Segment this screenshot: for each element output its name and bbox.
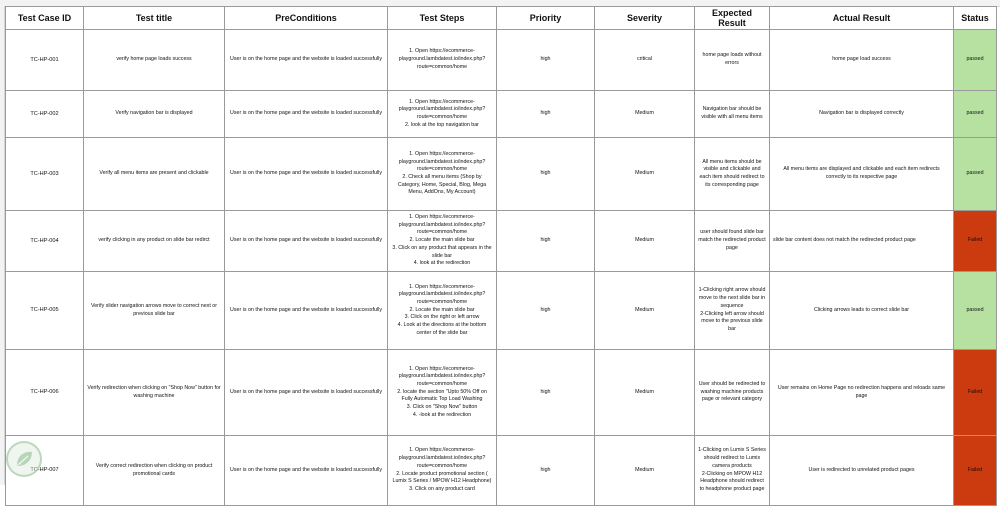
cell-test-title[interactable]: Verify redirection when clicking on "Shop Now" button for washing machine: [84, 350, 225, 436]
cell-preconditions[interactable]: User is on the home page and the website is loaded successfully: [225, 350, 388, 436]
cell-status[interactable]: passed: [954, 30, 997, 91]
header-status[interactable]: Status: [954, 7, 997, 30]
cell-status[interactable]: passed: [954, 91, 997, 138]
cell-severity[interactable]: Medium: [595, 211, 695, 272]
cell-expected-result[interactable]: 1-Clicking right arrow should move to the next slide bar in sequence 2-Clicking left arrow should move to the previous slide bar: [695, 272, 770, 350]
cell-severity[interactable]: critical: [595, 30, 695, 91]
test-case-table: [5, 6, 997, 506]
cell-preconditions[interactable]: User is on the home page and the website is loaded successfully: [225, 211, 388, 272]
cell-severity[interactable]: Medium: [595, 272, 695, 350]
cell-actual-result[interactable]: home page load success: [770, 30, 954, 91]
cell-expected-result[interactable]: All menu items should be visible and clickable and each item should redirect to its corresponding page: [695, 138, 770, 211]
cell-status[interactable]: Failed: [954, 211, 997, 272]
cell-expected-result[interactable]: home page loads without errors: [695, 30, 770, 91]
cell-test-steps[interactable]: 1. Open https://ecommerce-playground.lambdatest.io/index.php?route=common/home: [388, 30, 497, 91]
cell-preconditions[interactable]: User is on the home page and the website is loaded successfully: [225, 30, 388, 91]
cell-actual-result[interactable]: All menu items are displayed and clickable and each item redirects correctly to its respective page: [770, 138, 954, 211]
cell-test-steps[interactable]: 1. Open https://ecommerce-playground.lambdatest.io/index.php?route=common/home 2. look at the top navigation bar: [388, 91, 497, 138]
table-row: [6, 30, 997, 91]
cell-priority[interactable]: high: [497, 436, 595, 506]
cell-test-title[interactable]: verify clicking in any product on slide bar redirct: [84, 211, 225, 272]
cell-priority[interactable]: high: [497, 350, 595, 436]
cell-priority[interactable]: high: [497, 91, 595, 138]
cell-test-case-id[interactable]: TC-HP-001: [6, 30, 84, 91]
cell-preconditions[interactable]: User is on the home page and the website is loaded successfully: [225, 272, 388, 350]
cell-priority[interactable]: high: [497, 272, 595, 350]
cell-preconditions[interactable]: User is on the home page and the website is loaded successfully: [225, 436, 388, 506]
cell-preconditions[interactable]: User is on the home page and the website is loaded successfully: [225, 138, 388, 211]
header-actual-result[interactable]: Actual Result: [770, 7, 954, 30]
cell-severity[interactable]: Medium: [595, 436, 695, 506]
header-expected-result[interactable]: Expected Result: [695, 7, 770, 30]
table-row: [6, 436, 997, 506]
header-severity[interactable]: Severity: [595, 7, 695, 30]
cell-status[interactable]: passed: [954, 138, 997, 211]
header-priority[interactable]: Priority: [497, 7, 595, 30]
cell-test-steps[interactable]: 1. Open https://ecommerce-playground.lambdatest.io/index.php?route=common/home 2. locate the section "Upto 50% Off on Fully Automatic Top Load Washing 3. Click on "Shop Now" button 4. -look at the redirection: [388, 350, 497, 436]
header-test-case-id[interactable]: Test Case ID: [6, 7, 84, 30]
cell-severity[interactable]: Medium: [595, 91, 695, 138]
cell-severity[interactable]: Medium: [595, 138, 695, 211]
table-row: [6, 211, 997, 272]
header-test-title[interactable]: Test title: [84, 7, 225, 30]
table-row: [6, 91, 997, 138]
cell-status[interactable]: Failed: [954, 436, 997, 506]
table-row: [6, 138, 997, 211]
cell-test-title[interactable]: Verify correct redirection when clicking on product promotional cards: [84, 436, 225, 506]
cell-priority[interactable]: high: [497, 138, 595, 211]
cell-test-title[interactable]: Verify slider navigation arrows move to correct next or previous slide bar: [84, 272, 225, 350]
header-row: [6, 7, 997, 30]
cell-test-case-id[interactable]: TC-HP-004: [6, 211, 84, 272]
table-row: [6, 272, 997, 350]
cell-expected-result[interactable]: 1-Clicking on Lumix S Series should redirect to Lumix camera products 2-Clicking on MPOW H12 Headphone should redirect to headphone product page: [695, 436, 770, 506]
leaf-icon: [8, 443, 40, 475]
watermark-logo: [6, 441, 42, 477]
cell-actual-result[interactable]: User is redirected to unrelated product pages: [770, 436, 954, 506]
cell-test-steps[interactable]: 1. Open https://ecommerce-playground.lambdatest.io/index.php?route=common/home 2. Locate the main slide bar 3. Click on the right or left arrow 4. Look at the directions at the bottom center of the slide bar: [388, 272, 497, 350]
table-row: [6, 350, 997, 436]
cell-actual-result[interactable]: User remains on Home Page no redirection happens and reloads same page: [770, 350, 954, 436]
header-test-steps[interactable]: Test Steps: [388, 7, 497, 30]
cell-test-steps[interactable]: 1. Open https://ecommerce-playground.lambdatest.io/index.php?route=common/home 2. Check all menu items (Shop by Category, Home, Special, Blog, Mega Menu, AddOns, My Account): [388, 138, 497, 211]
cell-test-case-id[interactable]: TC-HP-007: [6, 436, 84, 506]
cell-test-case-id[interactable]: TC-HP-006: [6, 350, 84, 436]
cell-expected-result[interactable]: User should be redirected to washing machine products page or relevant category: [695, 350, 770, 436]
cell-preconditions[interactable]: User is on the home page and the website is loaded successfully: [225, 91, 388, 138]
cell-test-case-id[interactable]: TC-HP-005: [6, 272, 84, 350]
cell-expected-result[interactable]: user should found slide bar match the redirected product page: [695, 211, 770, 272]
cell-actual-result[interactable]: Clicking arrows leads to correct slide bar: [770, 272, 954, 350]
cell-test-title[interactable]: verify home page loads success: [84, 30, 225, 91]
cell-test-case-id[interactable]: TC-HP-003: [6, 138, 84, 211]
cell-severity[interactable]: Medium: [595, 350, 695, 436]
header-preconditions[interactable]: PreConditions: [225, 7, 388, 30]
cell-actual-result[interactable]: slide bar content does not match the redirected product page: [770, 211, 954, 272]
cell-test-title[interactable]: Verify all menu items are present and clickable: [84, 138, 225, 211]
cell-test-case-id[interactable]: TC-HP-002: [6, 91, 84, 138]
cell-actual-result[interactable]: Navigation bar is displayed correctly: [770, 91, 954, 138]
cell-test-steps[interactable]: 1. Open https://ecommerce-playground.lambdatest.io/index.php?route=common/home 2. Locate the main slide bar 3. Click on any product that appears in the slide bar 4. look at the redirection: [388, 211, 497, 272]
cell-expected-result[interactable]: Navigation bar should be visible with all menu items: [695, 91, 770, 138]
cell-test-title[interactable]: Verify navigation bar is displayed: [84, 91, 225, 138]
cell-status[interactable]: passed: [954, 272, 997, 350]
cell-priority[interactable]: high: [497, 211, 595, 272]
cell-priority[interactable]: high: [497, 30, 595, 91]
cell-test-steps[interactable]: 1. Open https://ecommerce-playground.lambdatest.io/index.php?route=common/home 2. Locate product promotional section ( Lumix S Series / MPOW H12 Headphone) 3. Click on any product card: [388, 436, 497, 506]
cell-status[interactable]: Failed: [954, 350, 997, 436]
